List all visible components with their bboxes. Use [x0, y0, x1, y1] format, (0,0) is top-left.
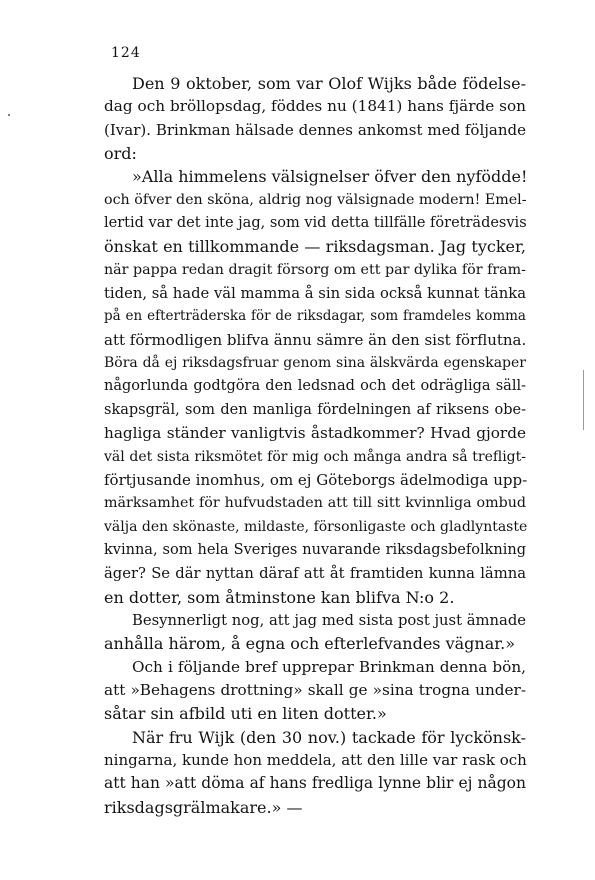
text-line: tiden, så hade väl mamma å sin sida också kunnat tänka [104, 285, 526, 303]
text-line: förtjusande inomhus, om ej Göteborgs ädelmodiga upp- [104, 470, 528, 489]
text-line: att förmodligen blifva ännu sämre än den sist förflutna. [104, 330, 527, 349]
text-line: Besynnerligt nog, att jag med sista post just ämnade [132, 611, 526, 629]
text-line: önskat en tillkommande — riksdagsman. Jag tycker, [104, 237, 526, 257]
margin-speck [8, 114, 10, 116]
text-line: skapsgräl, som den manliga fördelningen af riksens obe- [104, 401, 526, 418]
text-line: när pappa redan dragit försorg om ett par dylika för fram- [104, 261, 526, 278]
text-line: att han »att döma af hans fredliga lynne blir ej någon [104, 774, 526, 793]
text-line: kvinna, som hela Sveriges nuvarande riksdagsbefolkning [104, 541, 526, 558]
text-line: att »Behagens drottning» skall ge »sina trogna under- [104, 680, 526, 699]
text-line: ningarna, kunde hon meddela, att den lille var rask och [104, 750, 527, 769]
text-line: äger? Se där nyttan däraf att åt framtiden kunna lämna [104, 565, 526, 583]
page-number: 124 [111, 45, 141, 61]
text-line: märksamhet för hufvudstaden att till sitt kvinnliga ombud [104, 495, 526, 512]
text-line: och öfver den sköna, aldrig nog välsignade modern! Emel- [104, 191, 527, 208]
text-line: (Ivar). Brinkman hälsade dennes ankomst med följande [104, 120, 526, 139]
text-line: någorlunda godtgöra den ledsnad och det odrägliga säll- [104, 378, 526, 395]
text-line: anhålla härom, å egna och efterlefvandes vägnar.» [104, 634, 516, 654]
text-line: på en efterträderska för de riksdagar, som framdeles komma [104, 308, 526, 325]
text-line: hagliga ständer vanligtvis åstadkommer? Hvad gjorde [104, 424, 526, 443]
text-line: Böra då ej riksdagsfruar genom sina älskvärda egenskaper [104, 355, 526, 372]
margin-mark [583, 370, 584, 430]
body-text [104, 72, 526, 819]
text-line: såtar sin afbild uti en liten dotter.» [104, 704, 387, 724]
text-line: Och i följande bref upprepar Brinkman denna bön, [132, 657, 526, 676]
text-line: väl det sista riksmötet för mig och många andra så trefligt- [104, 448, 526, 465]
text-line: dag och bröllopsdag, föddes nu (1841) hans fjärde son [104, 97, 526, 116]
text-line: När fru Wijk (den 30 nov.) tackade för lyckönsk- [132, 727, 526, 747]
text-line: ord: [104, 144, 137, 164]
text-line: lertid var det inte jag, som vid detta tillfälle företrädesvis [104, 215, 527, 232]
text-line: »Alla himmelens välsignelser öfver den nyfödde! [132, 167, 528, 187]
text-line: riksdagsgrälmakare.» — [104, 797, 303, 817]
text-line: välja den skönaste, mildaste, försonligaste och gladlyntaste [104, 518, 528, 535]
text-line: en dotter, som åtminstone kan blifva N:o 2. [104, 587, 455, 607]
text-line: Den 9 oktober, som var Olof Wijks både födelse- [132, 74, 526, 93]
